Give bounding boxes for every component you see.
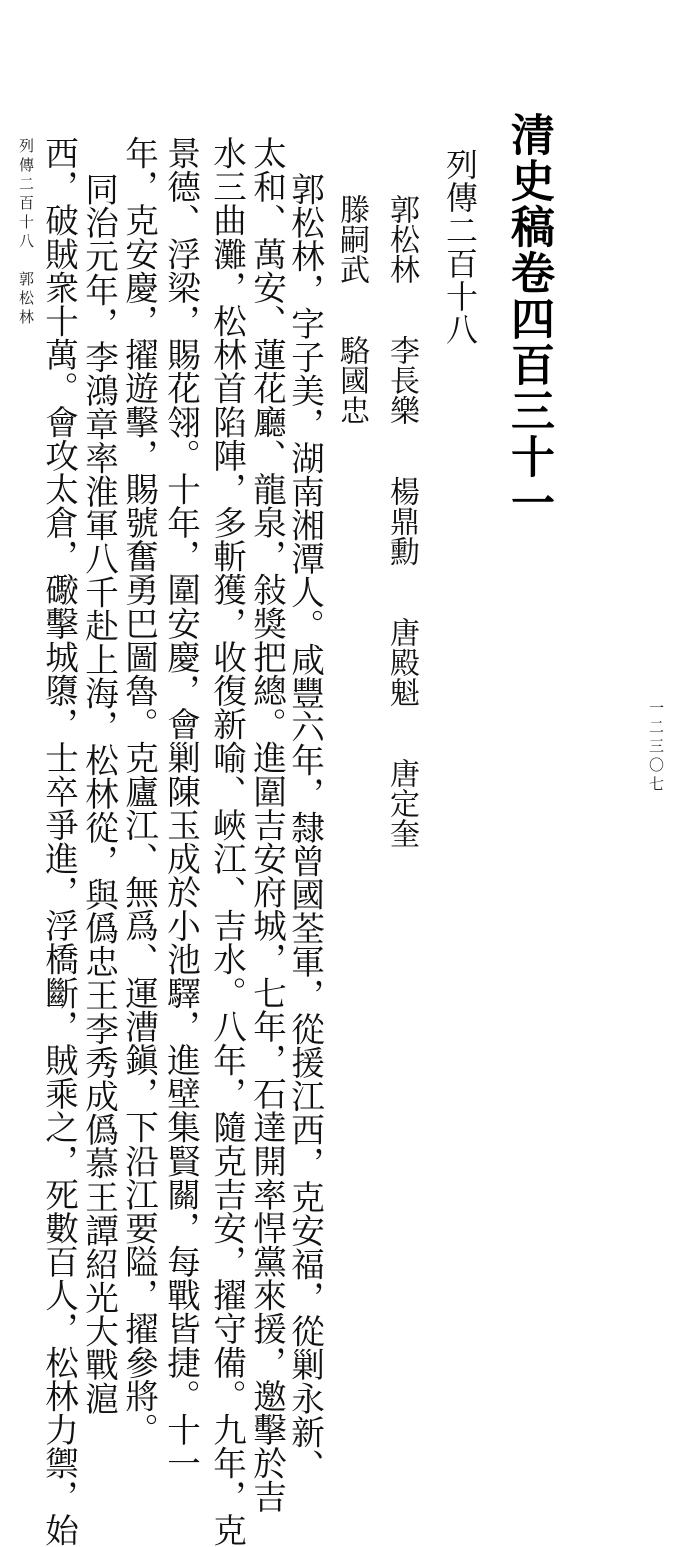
body-column-3: 水三曲灘，松林首陷陣，多斬獲，收復新喻、峽江、吉水。八年，隨克吉安，擢守備。九年，克 [207,136,247,1547]
biography-names-row-2 [334,194,369,425]
book-title: 清史稿卷四百三十一 [503,112,554,526]
page-number: 一二三〇七 [647,700,665,795]
body-column-1: 郭松林，字子美，湖南湘潭人。咸豐六年，隸曾國荃軍，從援江西，克安福，從剿永新、 [285,172,325,1483]
name-guo-songlin: 郭松林 [384,194,419,284]
body-column-5: 年，克安慶，擢遊擊，賜號奮勇巴圖魯。克廬江、無爲、運漕鎭，下沿江要隘，擢參將。 [119,136,159,1447]
body-column-6: 同治元年，李鴻章率淮軍八千赴上海，松林從，與僞忠王李秀成僞慕王譚紹光大戰滬 [79,172,119,1415]
name-yang-dingxun: 楊鼎勳 [384,476,419,566]
body-column-4: 景德、浮梁，賜花翎。十年，圍安慶，會剿陳玉成於小池驛，進壁集賢關，每戰皆捷。十一 [161,136,201,1480]
name-luo-guozhong: 駱國忠 [334,335,369,425]
biography-names-row-1 [384,194,419,848]
running-header: 列傳二百十八 郭松林 [17,138,35,328]
body-column-2: 太和、萬安、蓮花廳、龍泉，敍獎把總。進圍吉安府城，七年，石達開率悍黨來援，邀擊於吉 [247,136,287,1514]
name-tang-diankui: 唐殿魁 [384,617,419,707]
name-teng-siwu: 滕嗣武 [334,194,369,284]
section-title: 列傳二百十八 [441,148,479,346]
body-column-7: 西，破賊衆十萬。會攻太倉，礮擊城隳，士卒爭進，浮橋斷，賊乘之，死數百人，松林力禦，始 [39,136,79,1547]
name-tang-dingkui: 唐定奎 [384,758,419,848]
name-li-changle: 李長樂 [384,335,419,425]
